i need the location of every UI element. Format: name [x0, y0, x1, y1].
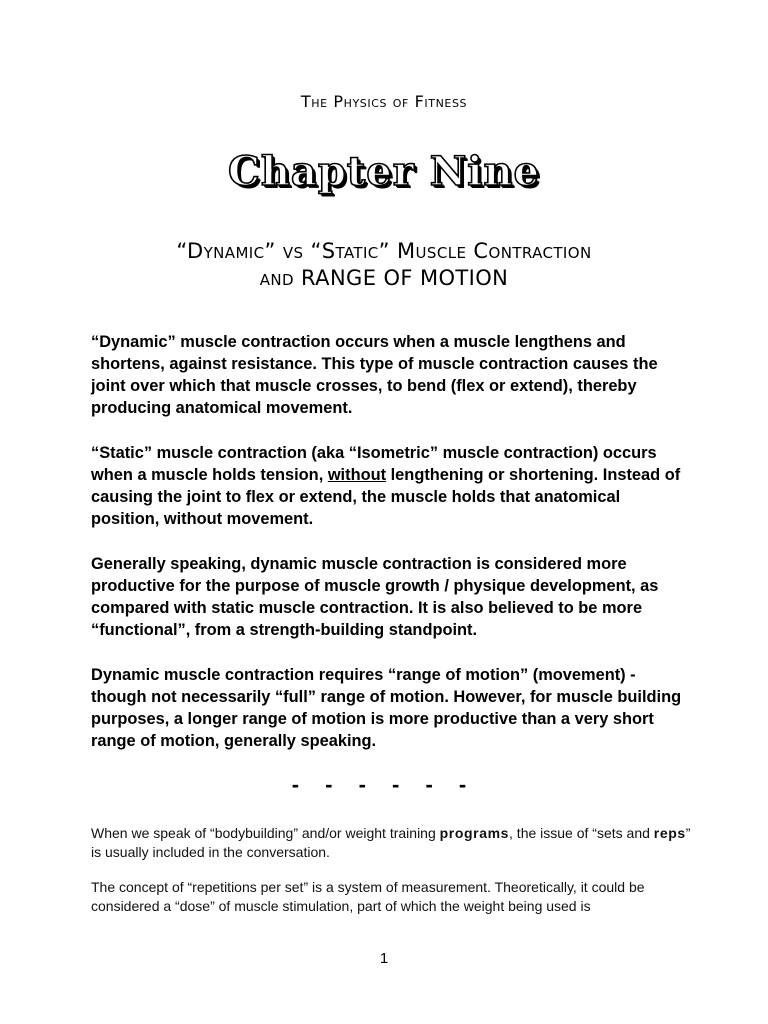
static-text-end: lengthening or shortening. Instead of causing the joint to flex or extend, the muscle holds that anatomical position, without movement. [91, 466, 681, 528]
static-text-start: “Static” muscle contraction (aka “Isometric” muscle contraction) occurs when a muscle holds tension, [91, 444, 657, 484]
paragraph-static-definition [91, 442, 691, 530]
sets-text-c: ” is usually included in the conversation. [91, 825, 691, 860]
bold-body-text [91, 331, 691, 775]
bold-word-reps: reps [653, 825, 686, 841]
bold-word-programs: programs [439, 825, 510, 841]
page-number: 1 [379, 950, 389, 967]
chapter-subtitle [0, 238, 768, 292]
section-separator: - - - - - - [291, 772, 477, 797]
paragraph-sets-and-reps [91, 824, 691, 862]
paragraph-range-of-motion: Dynamic muscle contraction requires “range of motion” (movement) - though not necessarily “full” range of motion. However, for muscle building purposes, a longer range of motion is more productive than a very short range of motion, generally speaking. [91, 666, 682, 750]
sets-text-a: When we speak of “bodybuilding” and/or weight training [91, 825, 440, 841]
chapter-title: Chapter Nine [227, 148, 541, 195]
subtitle-line-1: “Dynamic” vs “Static” Muscle Contraction [176, 239, 592, 263]
paragraph-productivity: Generally speaking, dynamic muscle contraction is considered more productive for the purpose of muscle growth / physique development, as compared with static muscle contraction. It is also believed to be more “functional”, from a strength-building standpoint. [91, 555, 659, 639]
regular-body-text [91, 824, 691, 932]
paragraph-repetitions-concept: The concept of “repetitions per set” is a system of measurement. Theoretically, it could be considered a “dose” of muscle stimulation, part of which the weight being used is [91, 879, 645, 914]
running-header: The Physics of Fitness [300, 92, 468, 111]
sets-text-b: , the issue of “sets and [509, 825, 654, 841]
subtitle-line-2: and RANGE OF MOTION [259, 266, 509, 290]
underlined-word-without: without [327, 466, 387, 484]
paragraph-dynamic-definition: “Dynamic” muscle contraction occurs when a muscle lengthens and shortens, against resistance. This type of muscle contraction causes the joint over which that muscle crosses, to bend (flex or extend), thereby producing anatomical movement. [91, 333, 658, 417]
